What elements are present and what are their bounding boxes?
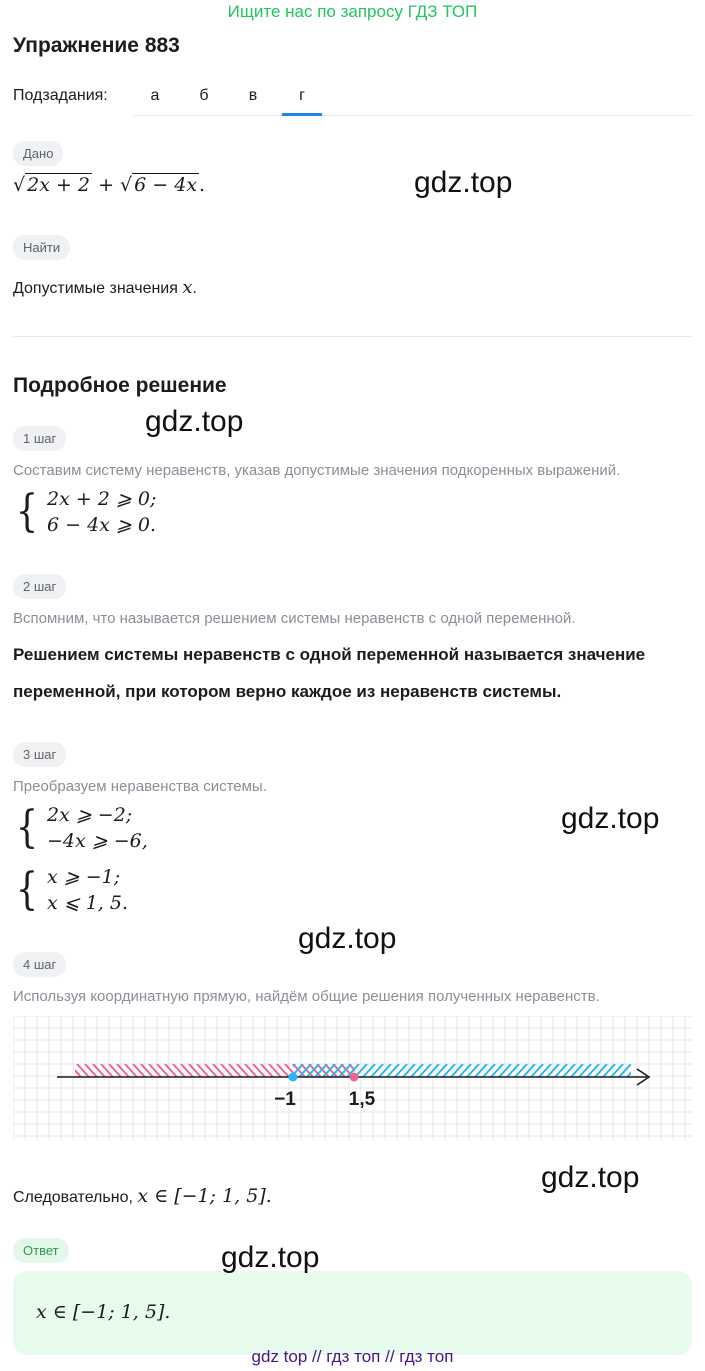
hatch-stroke-pink: [357, 1064, 369, 1077]
find-tag: Найти: [13, 235, 70, 260]
watermark: gdz.top: [541, 1161, 640, 1194]
step-1-text: Составим систему неравенств, указав допустимые значения подкоренных выражений.: [13, 462, 621, 479]
step-1-ineq-2: 6 − 4x ⩾ 0.: [47, 514, 157, 536]
definition-line-1: Решением системы неравенств с одной переменной называется значение: [13, 645, 646, 664]
sqrt-term-2: √ 6 − 4x: [120, 174, 198, 196]
conclusion-label: Следовательно,: [13, 1189, 133, 1206]
answer-tag-wrap: [13, 1238, 69, 1263]
bottom-link-3[interactable]: гдз топ: [399, 1347, 454, 1366]
step-2-definition: [13, 636, 645, 710]
given-section: [13, 141, 63, 166]
watermark: gdz.top: [561, 802, 660, 835]
solution-heading: Подробное решение: [13, 374, 227, 397]
number-line-diagram: [13, 1016, 692, 1140]
find-section: [13, 235, 70, 260]
step-1-tag: 1 шаг: [13, 426, 66, 451]
step-1-ineq-1: 2x + 2 ⩾ 0;: [47, 488, 157, 510]
step-2-text: Вспомним, что называется решением системы неравенств с одной переменной.: [13, 610, 576, 627]
step-4-text: Используя координатную прямую, найдём общие решения полученных неравенств.: [13, 988, 600, 1005]
brace-icon: {: [15, 802, 39, 853]
step-3-tag-wrap: [13, 742, 66, 767]
step-1-tag-wrap: [13, 426, 66, 451]
definition-line-2: переменной, при котором верно каждое из неравенств системы.: [13, 682, 562, 701]
step-2-tag: 2 шаг: [13, 574, 66, 599]
bottom-link-2[interactable]: гдз топ: [326, 1347, 381, 1366]
hatch-stroke-pink: [365, 1064, 377, 1077]
bottom-separator: //: [385, 1347, 395, 1366]
given-expression: [13, 174, 205, 196]
watermark: gdz.top: [221, 1241, 320, 1274]
step-2-tag-wrap: [13, 574, 66, 599]
subtask-tab-b[interactable]: б: [199, 87, 209, 104]
sqrt-term-1: √ 2x + 2: [13, 174, 91, 196]
step-4-tag: 4 шаг: [13, 952, 66, 977]
step-1-system: [13, 486, 156, 538]
step-3-system-1: [13, 802, 148, 854]
radicand-2: 6 − 4x: [134, 174, 198, 196]
find-label: Допустимые значения: [13, 280, 178, 297]
brace-icon: {: [15, 486, 39, 537]
find-text: [13, 277, 197, 298]
given-tag: Дано: [13, 141, 63, 166]
step-3-tag: 3 шаг: [13, 742, 66, 767]
point-one-point-five: [350, 1073, 359, 1082]
step-4-tag-wrap: [13, 952, 66, 977]
plus-sign: +: [98, 174, 114, 196]
watermark: gdz.top: [145, 405, 244, 438]
find-tail: .: [192, 280, 197, 297]
subtask-tab-v[interactable]: в: [248, 87, 258, 104]
exercise-title: Упражнение 883: [13, 34, 180, 57]
conclusion: [13, 1185, 272, 1207]
conclusion-expression: x ∈ [−1; 1, 5].: [137, 1185, 272, 1207]
given-tail: .: [199, 174, 206, 196]
step-3-ineq-3: x ⩾ −1;: [47, 866, 121, 888]
subtask-tab-a[interactable]: а: [150, 87, 160, 104]
hatch-stroke-pink: [53, 1064, 65, 1077]
bottom-link-1[interactable]: gdz top: [251, 1347, 308, 1366]
watermark: gdz.top: [298, 922, 397, 955]
label-minus-one: −1: [274, 1089, 296, 1110]
divider: [13, 336, 692, 337]
answer-expression: x ∈ [−1; 1, 5].: [36, 1301, 171, 1323]
subtask-tab-g[interactable]: г: [282, 78, 322, 116]
step-3-ineq-2: −4x ⩾ −6,: [47, 830, 148, 852]
label-one-point-five: 1,5: [348, 1089, 376, 1110]
step-3-text: Преобразуем неравенства системы.: [13, 778, 267, 795]
step-3-system-2: [13, 864, 128, 916]
step-3-ineq-1: 2x ⩾ −2;: [47, 804, 133, 826]
subtasks-tabs: [134, 78, 692, 116]
top-banner: Ищите нас по запросу ГДЗ ТОП: [227, 2, 478, 21]
find-variable: x: [182, 277, 193, 298]
point-minus-one: [289, 1073, 298, 1082]
watermark: gdz.top: [414, 166, 513, 199]
step-3-ineq-4: x ⩽ 1, 5.: [47, 892, 129, 914]
subtasks-label: Подзадания:: [13, 87, 108, 104]
bottom-separator: //: [312, 1347, 322, 1366]
answer-tag: Ответ: [13, 1238, 69, 1263]
hatch-stroke-pink: [61, 1064, 73, 1077]
brace-icon: {: [15, 864, 39, 915]
radicand-1: 2x + 2: [27, 174, 91, 196]
bottom-links: [0, 1347, 705, 1367]
